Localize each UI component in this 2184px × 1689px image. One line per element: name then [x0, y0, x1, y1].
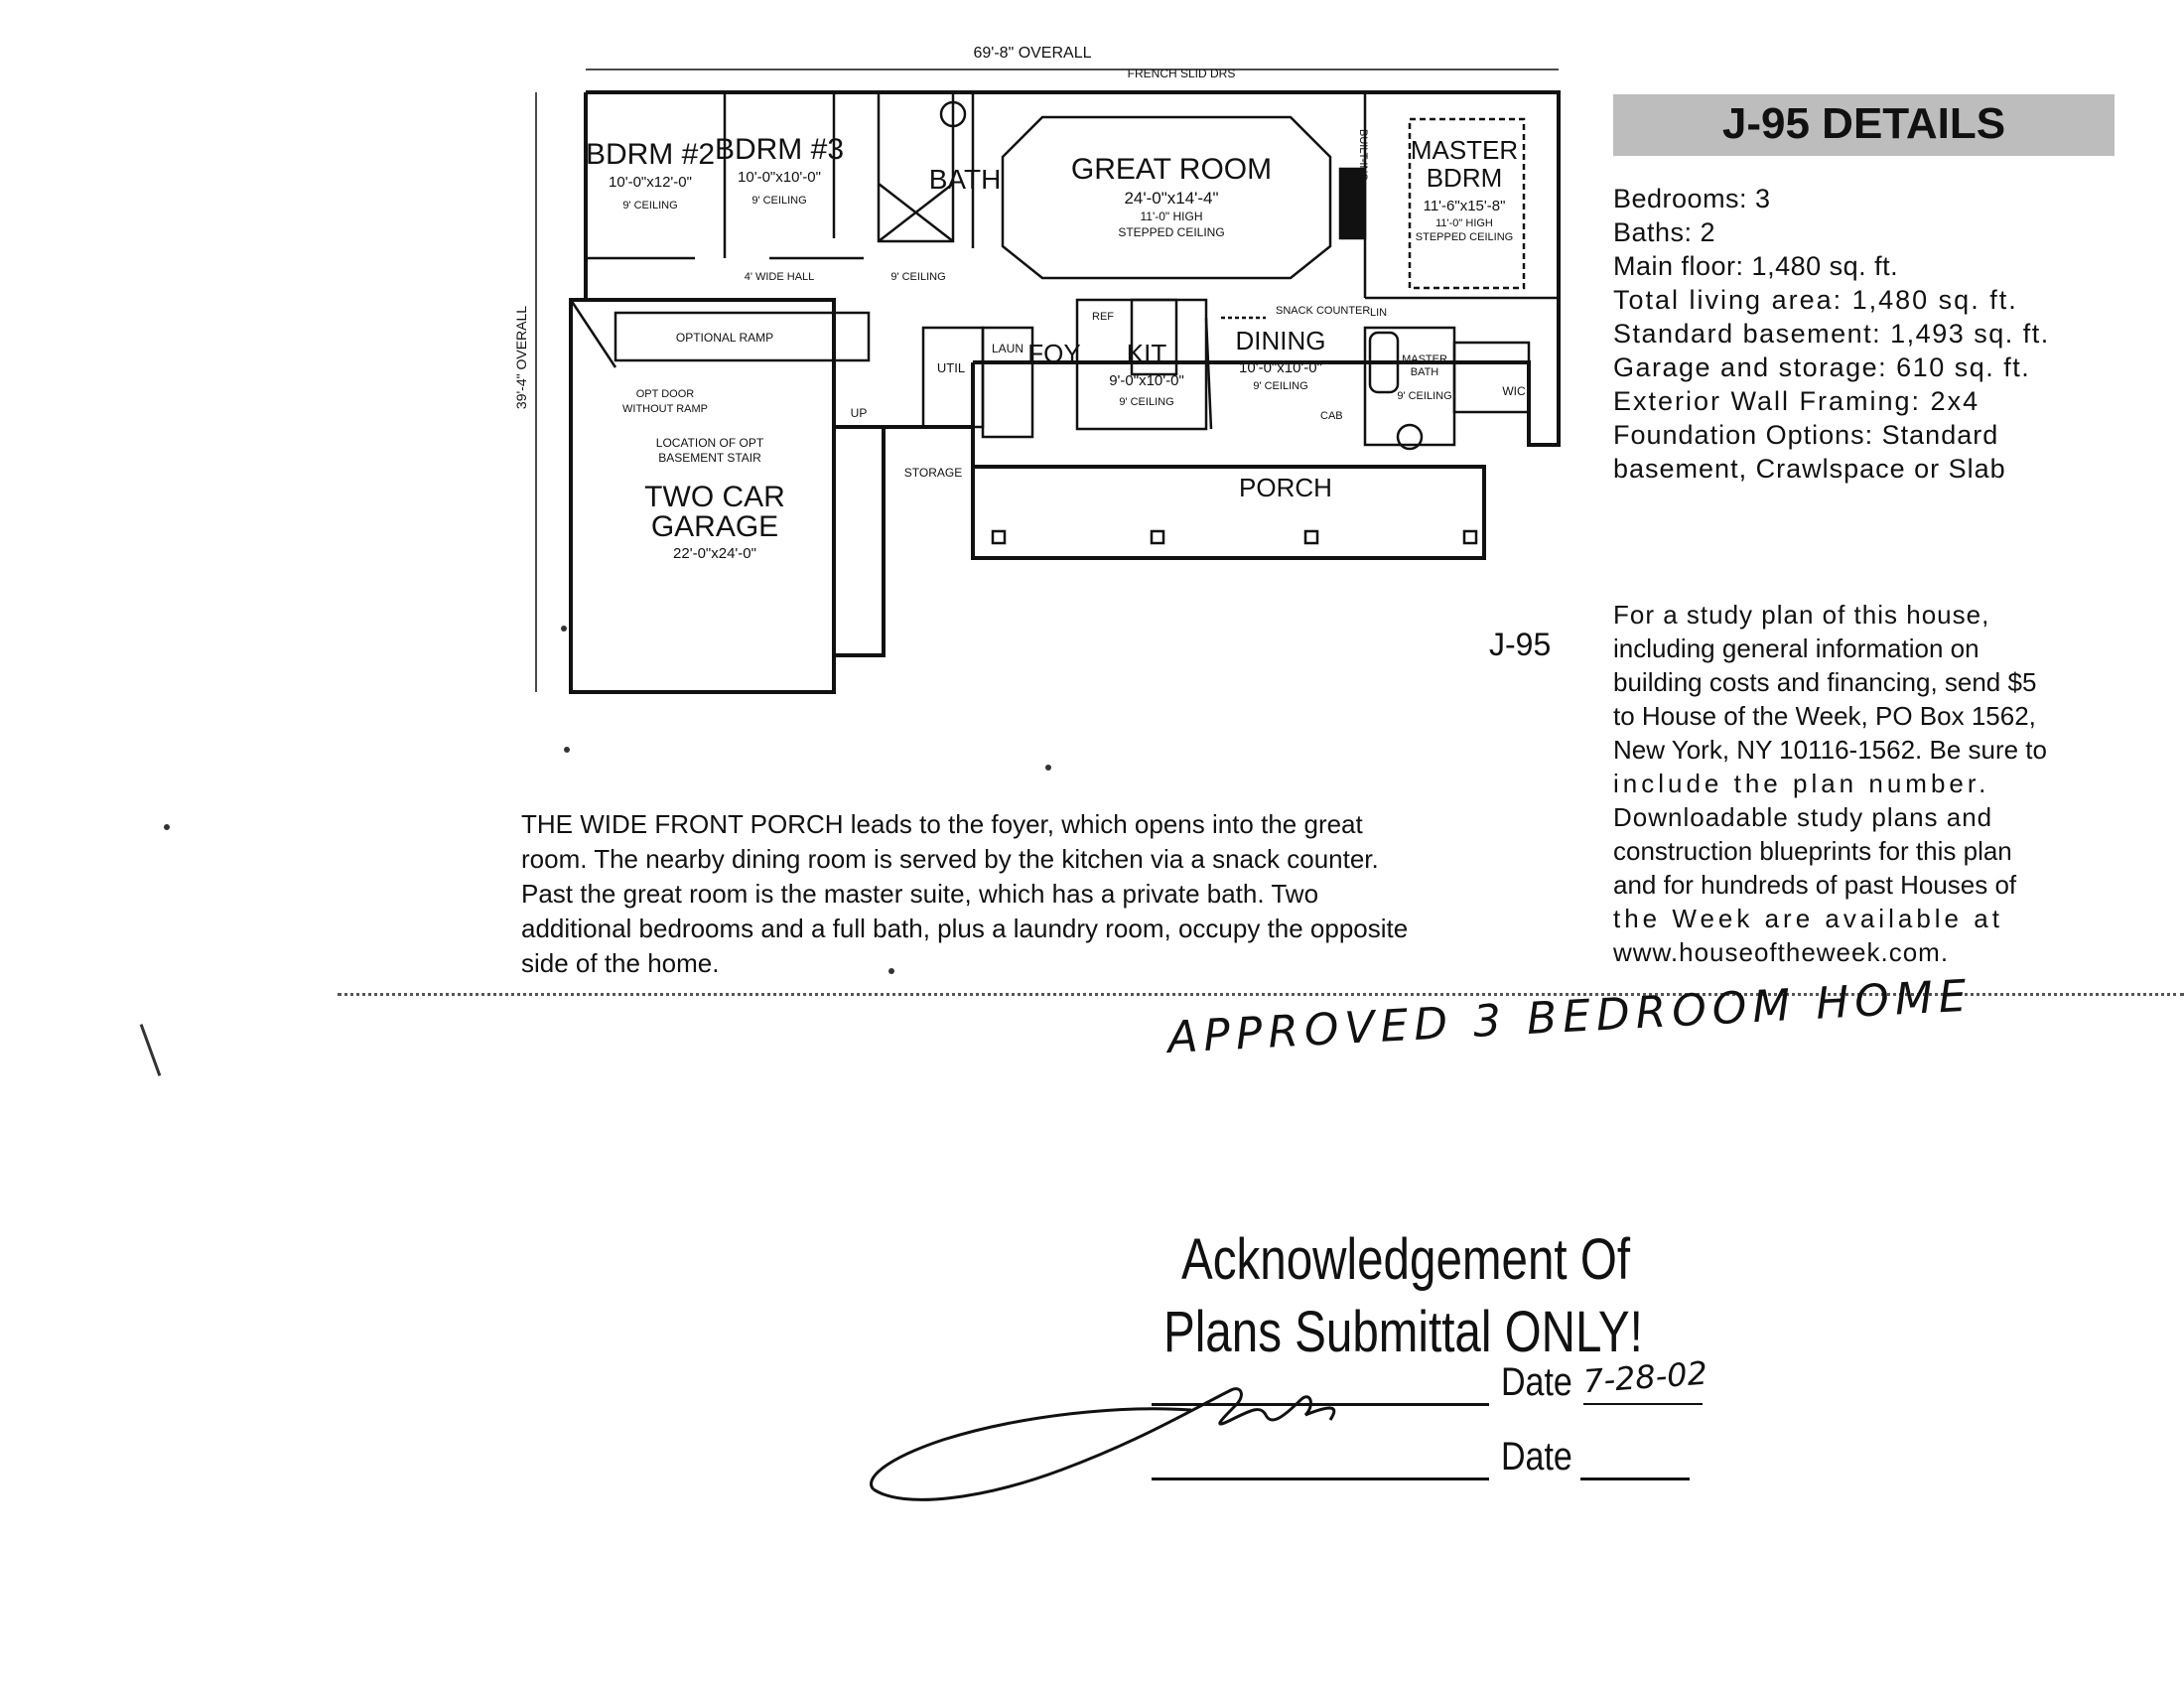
scan-speck	[561, 626, 567, 632]
bdrm2-name: BDRM #2	[585, 138, 716, 171]
kitchen-size: 9'-0"x10'-0"	[1109, 372, 1184, 389]
walk-in-closet-label: WIC	[1502, 384, 1526, 398]
util-label: UTIL	[936, 360, 966, 375]
bdrm2-size: 10'-0"x12'-0"	[609, 174, 692, 191]
spec-garage: Garage and storage: 610 sq. ft.	[1613, 352, 2031, 382]
laun-label: LAUN	[991, 342, 1024, 355]
order-line: New York, NY 10116-1562. Be sure to	[1613, 735, 2047, 765]
date-value-1: 7-28-02	[1581, 1353, 1709, 1401]
cab-label: CAB	[1320, 410, 1343, 422]
bdrm3-name: BDRM #3	[714, 133, 845, 166]
bdrm2-ceiling: 9' CEILING	[622, 200, 678, 211]
handwritten-approval-note: APPROVED 3 BEDROOM HOME	[1166, 970, 1974, 1063]
scan-speck	[164, 824, 170, 830]
scan-mark	[140, 1024, 162, 1076]
great-room-ceiling-1: 11'-0" HIGH	[1140, 210, 1203, 223]
opt-door-label-2: WITHOUT RAMP	[622, 403, 708, 415]
spec-foundation-1: Foundation Options: Standard	[1613, 420, 1999, 450]
scan-speck	[888, 968, 894, 974]
order-line: and for hundreds of past Houses of	[1613, 870, 2017, 900]
built-ins-label: BUILT-INS	[1357, 129, 1369, 181]
linen-label: LIN	[1370, 307, 1388, 319]
floor-plan-drawing	[513, 30, 1588, 685]
garage-label-2: GARAGE	[650, 510, 779, 543]
garage-size: 22'-0"x24'-0"	[673, 545, 756, 562]
refrigerator-label: REF	[1092, 311, 1114, 323]
kitchen-label: KIT	[1126, 339, 1167, 368]
opt-stair-label-1: LOCATION OF OPT	[655, 436, 764, 450]
master-name-2: BDRM	[1426, 163, 1503, 193]
kitchen-ceiling: 9' CEILING	[1119, 396, 1174, 408]
order-line: www.houseoftheweek.com.	[1613, 937, 1950, 967]
storage-label: STORAGE	[903, 466, 963, 480]
order-line: Downloadable study plans and	[1613, 802, 1993, 832]
foyer-label: FOY	[1027, 339, 1081, 368]
hall-label: 4' WIDE HALL	[744, 271, 815, 283]
date-label-1: Date	[1501, 1360, 1572, 1404]
signature-line-1	[1152, 1403, 1489, 1406]
overall-width-label: 69'-8" OVERALL	[973, 45, 1092, 62]
description-line: additional bedrooms and a full bath, plus a laundry room, occupy the opposite	[521, 914, 1409, 943]
great-room-size: 24'-0"x14'-4"	[1124, 189, 1219, 208]
master-bath-label-1: MASTER	[1402, 353, 1447, 365]
dining-ceiling: 9' CEILING	[1253, 380, 1308, 392]
date-underline-2	[1580, 1478, 1690, 1480]
order-line: include the plan number.	[1613, 769, 1990, 798]
signature	[864, 1360, 1499, 1509]
master-ceiling-2: STEPPED CEILING	[1415, 231, 1514, 243]
bdrm3-ceiling: 9' CEILING	[751, 195, 807, 207]
order-line: to House of the Week, PO Box 1562,	[1613, 701, 2036, 731]
up-label: UP	[850, 406, 868, 420]
bdrm3-size: 10'-0"x10'-0"	[738, 169, 821, 186]
master-name-1: MASTER	[1410, 135, 1519, 165]
order-line: including general information on	[1613, 633, 1979, 663]
order-line: the Week are available at	[1613, 904, 2003, 933]
dining-name: DINING	[1235, 326, 1326, 355]
description-line: room. The nearby dining room is served by the kitchen via a snack counter.	[521, 844, 1379, 874]
spec-baths: Baths: 2	[1613, 217, 1716, 247]
porch-label: PORCH	[1239, 473, 1332, 502]
master-size: 11'-6"x15'-8"	[1423, 198, 1506, 214]
master-bath-ceiling: 9' CEILING	[1397, 390, 1452, 402]
description-line: Past the great room is the master suite, which has a private bath. Two	[521, 879, 1319, 909]
signature-line-2	[1152, 1478, 1489, 1480]
spec-total-living: Total living area: 1,480 sq. ft.	[1613, 285, 2018, 315]
master-bath-label-2: BATH	[1410, 366, 1439, 378]
opt-door-label-1: OPT DOOR	[635, 388, 695, 400]
spec-foundation-2: basement, Crawlspace or Slab	[1613, 454, 2006, 484]
stamp-line-1: Acknowledgement Of	[1181, 1227, 1631, 1292]
snack-counter-label: SNACK COUNTER	[1276, 305, 1371, 317]
scan-speck	[564, 747, 570, 753]
order-line: building costs and financing, send $5	[1613, 667, 2037, 697]
spec-main-floor: Main floor: 1,480 sq. ft.	[1613, 251, 1899, 281]
great-room-ceiling-2: STEPPED CEILING	[1118, 225, 1225, 239]
spec-basement: Standard basement: 1,493 sq. ft.	[1613, 319, 2050, 349]
date-underline-1	[1583, 1403, 1703, 1405]
bath-label: BATH	[928, 164, 1002, 195]
french-doors-label: FRENCH SLID DRS	[1127, 67, 1236, 80]
overall-depth-label: 39'-4" OVERALL	[513, 305, 529, 410]
spec-framing: Exterior Wall Framing: 2x4	[1613, 386, 1980, 416]
details-title: J-95 DETAILS	[1721, 99, 2006, 148]
great-room-name: GREAT ROOM	[1070, 153, 1273, 186]
plan-number-label: J-95	[1489, 627, 1552, 662]
optional-ramp-label: OPTIONAL RAMP	[675, 331, 774, 345]
description-line: THE WIDE FRONT PORCH leads to the foyer, which opens into the great	[521, 809, 1363, 839]
stamp-line-2: Plans Submittal ONLY!	[1163, 1300, 1643, 1364]
order-line: For a study plan of this house,	[1613, 600, 1990, 630]
scan-speck	[1045, 765, 1051, 771]
master-ceiling-1: 11'-0" HIGH	[1435, 217, 1493, 229]
date-label-2: Date	[1501, 1435, 1572, 1478]
order-line: construction blueprints for this plan	[1613, 836, 2012, 866]
spec-bedrooms: Bedrooms: 3	[1613, 184, 1771, 213]
garage-label-1: TWO CAR	[644, 481, 785, 513]
hall-ceiling-label: 9' CEILING	[890, 271, 946, 283]
opt-stair-label-2: BASEMENT STAIR	[658, 451, 761, 465]
dining-size: 10'-0"x10'-0"	[1239, 359, 1322, 376]
description-line: side of the home.	[521, 948, 720, 978]
